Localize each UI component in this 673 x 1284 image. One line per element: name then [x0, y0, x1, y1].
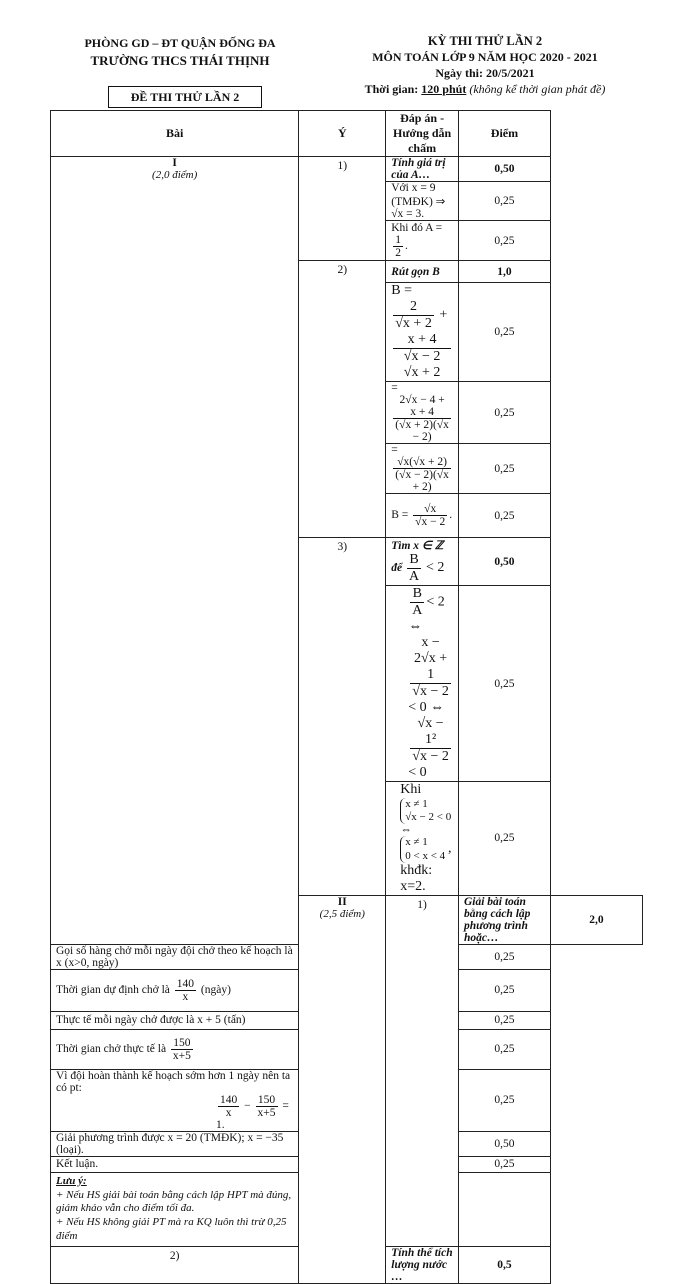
fraction — [413, 503, 447, 528]
bai-2-cell — [299, 895, 386, 1283]
time-value: 120 phút — [421, 82, 467, 96]
system-brace — [400, 798, 451, 824]
p2-step-g: Kết luận. — [51, 1156, 299, 1172]
note-title: Lưu ý: — [56, 1174, 87, 1187]
col-y-header: Ý — [299, 111, 386, 157]
p2-step-c: Thực tế mỗi ngày chở được là x + 5 (tấn) — [51, 1011, 299, 1029]
fraction — [171, 1037, 193, 1062]
fraction — [393, 394, 451, 443]
q3-step-a-points: 0,25 — [458, 586, 550, 782]
q1-points: 0,50 — [458, 157, 550, 182]
bai-1-cell — [51, 157, 299, 945]
exam-time — [320, 82, 650, 97]
col-answer-header: Đáp án - Hướng dẫn chấm — [386, 111, 459, 157]
numerator: x − 2√x + 1 — [410, 635, 451, 684]
p2-step-f-points: 0,50 — [458, 1131, 550, 1156]
bai-1-number: I — [172, 157, 177, 169]
q3-step-b-points: 0,25 — [458, 782, 550, 896]
fraction — [256, 1094, 278, 1119]
exam-label-box: ĐỀ THI THỬ LẦN 2 — [108, 86, 262, 108]
q1-title: Tính giá trị của A… — [386, 157, 459, 182]
q2-step-a-prefix: B = — [391, 283, 412, 298]
denominator: √x − 2 — [412, 749, 449, 764]
numerator: 150 — [171, 1037, 193, 1050]
q1-step-b-points: 0,25 — [458, 221, 550, 261]
p2-step-e-points: 0,25 — [458, 1069, 550, 1131]
table-row — [51, 157, 643, 182]
q3-title-prefix: Tìm x ∈ ℤ để — [391, 540, 444, 575]
bai-1-score: (2,0 điểm) — [152, 169, 198, 181]
system-line: √x − 2 < 0 — [405, 811, 452, 824]
q3-step-a-op1: < 2 ⇔ — [408, 594, 445, 634]
numerator: 1 — [395, 234, 401, 246]
denominator: A — [408, 569, 420, 584]
y-label: 2) — [299, 261, 386, 538]
q3-step-b-suffix: , khđk: x=2. — [400, 841, 452, 894]
q2-title: Rút gọn B — [386, 261, 459, 283]
q2-step-b-points: 0,25 — [458, 382, 550, 444]
q1-step-b: Khi đó A = $\frac{1}{2}$ . — [386, 221, 459, 261]
school-name: TRƯỜNG THCS THÁI THỊNH — [90, 53, 270, 68]
note-line: + Nếu HS không giải PT mà ra KQ luôn thì trừ 0,25 điểm — [56, 1216, 287, 1242]
fraction — [218, 1094, 239, 1119]
system-brace — [400, 836, 445, 862]
q2-step-a: B = $\frac{2}{√x + 2}$ + $\frac{x + 4}{√x - 2 √x + 2}$ — [386, 283, 459, 382]
fraction — [175, 978, 196, 1003]
q2-step-d: B = $\frac{√x}{√x - 2}$ . — [386, 494, 459, 538]
p2-step-e-text: Vì đội hoàn thành kế hoạch sớm hơn 1 ngày nên ta có pt: — [56, 1069, 291, 1094]
p2-step-d-points: 0,25 — [458, 1029, 550, 1069]
system-line: x ≠ 1 — [405, 798, 428, 810]
denominator: A — [412, 603, 423, 618]
bai-2-score: (2,5 điểm) — [319, 907, 365, 920]
p2-equation: $\frac{140}{x}$ − $\frac{150}{x+5}$ = 1. — [216, 1093, 289, 1131]
numerator: 140 — [220, 1093, 238, 1106]
q3-step-a-op3: < 0 — [408, 765, 427, 780]
q1-step-a: Với x = 9 (TMĐK) ⇒ √x = 3. — [386, 182, 459, 221]
p2-step-c-points: 0,25 — [458, 1011, 550, 1029]
denominator: x+5 — [257, 1106, 276, 1119]
time-note: (không kể thời gian phát đề) — [469, 82, 606, 96]
p2-step-a-points: 0,25 — [458, 944, 550, 969]
fraction — [393, 332, 451, 381]
denominator: 2 — [395, 247, 401, 259]
y-label: 1) — [386, 895, 459, 1246]
numerator: 2 — [393, 299, 434, 316]
p2-step-b-suffix: (ngày) — [200, 983, 231, 996]
y-label: 3) — [299, 538, 386, 896]
q1-step-b-prefix: Khi đó A = — [391, 222, 443, 234]
exam-title: KỲ THI THỬ LẦN 2 — [427, 34, 543, 48]
numerator: 150 — [256, 1094, 278, 1107]
grading-note — [51, 1172, 299, 1246]
q2-points: 1,0 — [458, 261, 550, 283]
answer-table — [50, 110, 643, 1284]
subject-title: MÔN TOÁN LỚP 9 NĂM HỌC 2020 - 2021 — [372, 50, 598, 64]
numerator: √x — [413, 503, 447, 516]
y-label: 1) — [299, 157, 386, 261]
p2-equation-suffix: = 1. — [216, 1099, 289, 1131]
q2-step-c-points: 0,25 — [458, 444, 550, 494]
bai-2-number: II — [337, 895, 347, 908]
p3-points: 0,5 — [458, 1246, 550, 1283]
p2-step-g-points: 0,25 — [458, 1156, 550, 1172]
denominator: √x − 2 — [415, 516, 446, 528]
q3-step-a-op2: < 0 ⇔ — [408, 700, 445, 715]
fraction — [410, 586, 424, 619]
equivalence-arrow: ⇔ — [400, 824, 412, 837]
numerator: √x − 1² — [410, 716, 451, 749]
p2-step-e — [51, 1069, 299, 1131]
header-left — [40, 36, 320, 69]
q3-step-b — [386, 782, 459, 896]
denominator: √x − 2 √x + 2 — [403, 349, 441, 380]
numerator: B — [407, 552, 421, 569]
department-name: PHÒNG GD – ĐT QUẬN ĐỐNG ĐA — [84, 36, 276, 50]
denominator: x+5 — [172, 1049, 191, 1062]
p2-step-b — [51, 969, 299, 1011]
q3-step-a — [386, 586, 459, 782]
q3-title — [386, 538, 459, 586]
note-points — [458, 1172, 550, 1246]
q1-step-a-points: 0,25 — [458, 182, 550, 221]
system-line: x ≠ 1 — [405, 836, 428, 849]
numerator: 2√x − 4 + x + 4 — [393, 394, 451, 419]
numerator: √x(√x + 2) — [393, 456, 451, 469]
q2-step-a-points: 0,25 — [458, 283, 550, 382]
q2-step-d-points: 0,25 — [458, 494, 550, 538]
q3-points: 0,50 — [458, 538, 550, 586]
p2-step-b-prefix: Thời gian dự định chở là — [56, 983, 170, 996]
note-line: + Nếu HS giải bài toán bằng cách lập HPT mà đúng, giám khảo vẫn cho điểm tối đa. — [56, 1188, 292, 1215]
numerator: x + 4 — [393, 332, 451, 349]
col-points-header: Điểm — [458, 111, 550, 157]
time-prefix: Thời gian: — [364, 82, 422, 96]
denominator: √x + 2 — [395, 316, 432, 331]
y-label: 2) — [51, 1246, 299, 1283]
fraction — [393, 456, 451, 493]
denominator: (√x − 2)(√x + 2) — [395, 469, 449, 493]
p2-points: 2,0 — [550, 895, 642, 944]
p2-step-b-points: 0,25 — [458, 969, 550, 1011]
p2-step-d — [51, 1029, 299, 1069]
q2-step-c: = $\frac{√x(√x + 2)}{(√x - 2)(√x + 2)}$ — [386, 444, 459, 494]
p2-step-f: Giải phương trình được x = 20 (TMĐK); x = −35 (loại). — [51, 1131, 299, 1156]
denominator: x — [225, 1106, 232, 1119]
q3-title-suffix: < 2 — [425, 560, 445, 576]
fraction — [393, 234, 403, 259]
denominator: x — [182, 990, 189, 1003]
fraction — [410, 635, 451, 700]
p2-step-d-prefix: Thời gian chở thực tế là — [56, 1042, 167, 1055]
numerator: 140 — [176, 977, 195, 990]
system-line: 0 < x < 4 — [405, 849, 446, 862]
p2-title: Giải bài toán bằng cách lập phương trình hoặc… — [458, 895, 550, 944]
p2-step-a: Gọi số hàng chở mỗi ngày đội chở theo kế hoạch là x (x>0, ngày) — [51, 944, 299, 969]
denominator: √x − 2 — [412, 684, 449, 699]
q3-step-b-prefix: Khi — [400, 782, 422, 797]
p3-title: Tính thể tích lượng nước … — [386, 1246, 459, 1283]
denominator: (√x + 2)(√x − 2) — [395, 419, 449, 443]
q2-step-b: = $\frac{2√x - 4 + x + 4}{(√x + 2)(√x - 2)}$ — [386, 382, 459, 444]
fraction — [407, 552, 421, 585]
col-bai-header: Bài — [51, 111, 299, 157]
header-right — [320, 34, 650, 97]
fraction — [393, 299, 434, 332]
fraction — [410, 716, 451, 765]
numerator: B — [410, 586, 424, 603]
table-header-row — [51, 111, 643, 157]
exam-date: Ngày thi: 20/5/2021 — [435, 66, 535, 80]
